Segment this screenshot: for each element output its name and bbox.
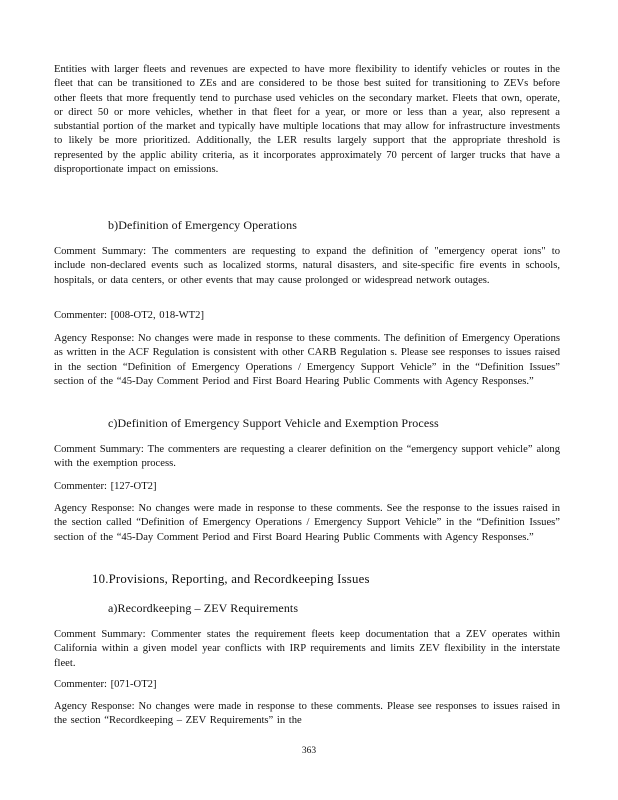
comment-summary-emergency-operations: Comment Summary: The commenters are requesting to expand the definition of "emergency operat ions" to include non-declared events such as localized storms, natural disasters, and site-specific fire events in schools, hospitals, or data centers, or other events that may cause prolonged or widespread network outages. (54, 246, 560, 286)
commenter-recordkeeping: Commenter: [071-OT2] (54, 679, 157, 690)
section-heading-provisions-reporting: 10.Provisions, Reporting, and Recordkeeping Issues (92, 572, 370, 586)
section-heading-emergency-support-vehicle: c)Definition of Emergency Support Vehicle and Exemption Process (108, 416, 439, 430)
comment-summary-emergency-support-vehicle: Comment Summary: The commenters are requesting a clearer definition on the “emergency support vehicle” along with the exemption process. (54, 444, 560, 470)
section-heading-emergency-operations: b)Definition of Emergency Operations (108, 218, 297, 232)
commenter-emergency-support-vehicle: Commenter: [127-OT2] (54, 481, 157, 492)
page-number: 363 (301, 746, 317, 756)
section-heading-recordkeeping-zev: a)Recordkeeping – ZEV Requirements (108, 601, 299, 615)
agency-response-emergency-support-vehicle: Agency Response: No changes were made in response to these comments. See the response to the issues raised in the section called “Definition of Emergency Operations / Emergency Support Vehicle” in the “Definition Issues” section of the “45-Day Comment Period and First Board Hearing Public Comments with Agency Responses.” (54, 503, 560, 543)
commenter-emergency-operations: Commenter: [008-OT2, 018-WT2] (54, 310, 204, 321)
agency-response-recordkeeping: Agency Response: No changes were made in response to these comments. Please see responses to issues raised in the section “Recordkeeping – ZEV Requirements” in the (54, 701, 560, 727)
body-paragraph-fleet-threshold: Entities with larger fleets and revenues are expected to have more flexibility to identify vehicles or routes in the fleet that can be transitioned to ZEs and are considered to be those best suited for transitioning to ZEVs before other fleets that more frequently tend to purchase used vehicles on the secondary market. Fleets that own, operate, or direct 50 or more vehicles, whether in that fleet for a year, or more or less than a year, also represent a substantial portion of the market and typically have multiple locations that may allow for infrastructure investments to likely be more prioritized. Additionally, the LER results largely support that the appropriate threshold is represented by the applic ability criteria, as it incorporates approximately 70 percent of larger trucks that have a disproportionate impact on emissions. (54, 64, 560, 176)
agency-response-emergency-operations: Agency Response: No changes were made in response to these comments. The definition of Emergency Operations as written in the ACF Regulation is consistent with other CARB Regulation s. Please see responses to issues raised in the section “Definition of Emergency Operations / Emergency Support Vehicle” in the “Definition Issues” section of the “45-Day Comment Period and First Board Hearing Public Comments with Agency Responses.” (54, 333, 560, 387)
comment-summary-recordkeeping: Comment Summary: Commenter states the requirement fleets keep documentation that a ZEV operates within California within a given model year conflicts with IRP requirements and limits ZEV flexibility in the interstate fleet. (54, 629, 560, 669)
